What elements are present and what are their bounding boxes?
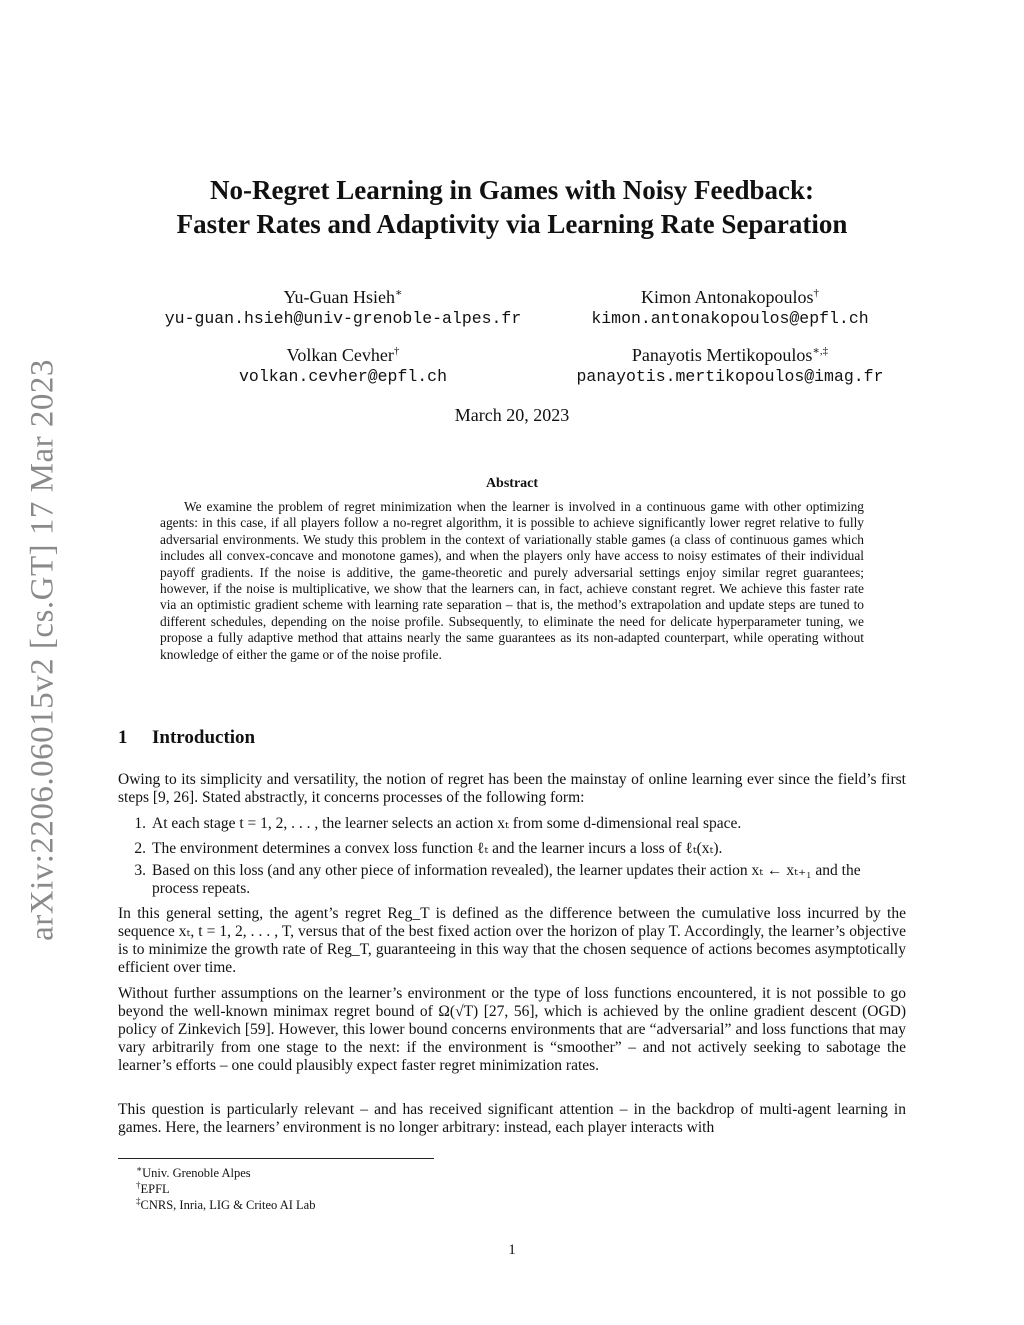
footnote-text: CNRS, Inria, LIG & Criteo AI Lab bbox=[140, 1198, 316, 1213]
author-block bbox=[150, 340, 536, 388]
list-item-number: 2. bbox=[134, 840, 146, 857]
footnote-mark: † bbox=[136, 1180, 141, 1190]
author-name: Yu-Guan Hsieh bbox=[283, 287, 395, 307]
author-name: Volkan Cevher bbox=[286, 345, 394, 365]
section-number: 1 bbox=[118, 727, 128, 748]
intro-paragraph-1: Owing to its simplicity and versatility, the notion of regret has been the mainstay of online learning ever since the field’s first steps [9, 26]. Stated abstractly, it concerns processes of the following form: bbox=[118, 771, 906, 806]
author-email[interactable]: volkan.cevher@epfl.ch bbox=[239, 367, 447, 386]
intro-paragraph-4: This question is particularly relevant – and has received significant attention – in the backdrop of multi-agent learning in games. Here, the learners’ environment is no longer arbitrary: instead, each player interacts with bbox=[118, 1101, 906, 1136]
intro-paragraph-2: In this general setting, the agent’s regret Reg_T is defined as the difference between the cumulative loss incurred by the sequence xₜ, t = 1, 2, . . . , T, versus that of the best fixed action over the horizon of play T. Accordingly, the learner’s objective is to minimize the growth rate of Reg_T, guaranteeing in this way that the chosen sequence of actions becomes asymptotically efficient over time. bbox=[118, 905, 906, 976]
list-item-number: 1. bbox=[134, 815, 146, 832]
footnote-text: EPFL bbox=[140, 1182, 170, 1197]
list-item bbox=[118, 815, 906, 833]
footnote bbox=[136, 1194, 315, 1213]
list-item bbox=[118, 840, 906, 858]
author-email[interactable]: panayotis.mertikopoulos@imag.fr bbox=[576, 367, 884, 386]
paper-title-line-2: Faster Rates and Adaptivity via Learning Rate Separation bbox=[176, 209, 848, 239]
author-block bbox=[540, 282, 920, 330]
author-name: Kimon Antonakopoulos bbox=[640, 287, 814, 307]
footnote-mark: ‡ bbox=[136, 1196, 141, 1206]
section-title: Introduction bbox=[152, 727, 256, 748]
footnote-divider bbox=[118, 1158, 434, 1159]
list-item-text: The environment determines a convex loss function ℓₜ and the learner incurs a loss of ℓₜ(xₜ). bbox=[152, 840, 723, 857]
author-name: Panayotis Mertikopoulos bbox=[631, 345, 813, 365]
footnote-text: Univ. Grenoble Alpes bbox=[142, 1166, 251, 1181]
paper-title-line-1: No-Regret Learning in Games with Noisy Feedback: bbox=[210, 175, 814, 205]
intro-paragraph-3: Without further assumptions on the learner’s environment or the type of loss functions encountered, it is not possible to go beyond the well-known minimax regret bound of Ω(√T) [27, 56], which is achieved by the online gradient descent (OGD) policy of Zinkevich [59]. However, this lower bound concerns environments that are “adversarial” and loss functions that may vary arbitrarily from one stage to the next: if the environment is “smoother” – and not actively seeking to sabotage the learner’s efforts – one could plausibly expect faster regret minimization rates. bbox=[118, 985, 906, 1074]
author-block bbox=[520, 340, 940, 388]
author-affiliation-mark: † bbox=[393, 345, 400, 357]
list-item-text: Based on this loss (and any other piece of information revealed), the learner updates their action xₜ ← xₜ₊₁ and the process repeats. bbox=[152, 862, 861, 897]
abstract-text: We examine the problem of regret minimization when the learner is involved in a continuous game with other optimizing agents: in this case, if all players follow a no-regret algorithm, it is possible to achieve significantly lower regret relative to fully adversarial environments. We study this problem in the context of variationally stable games (a class of continuous games which includes all convex-concave and monotone games), and when the players only have access to noisy estimates of their individual payoff gradients. If the noise is additive, the game-theoretic and purely adversarial settings enjoy similar regret guarantees; however, if the noise is multiplicative, we show that the learners can, in fact, achieve constant regret. We achieve this faster rate via an optimistic gradient scheme with learning rate separation – that is, the method’s extrapolation and update steps are tuned to different schedules, depending on the noise profile. Subsequently, to eliminate the need for delicate hyperparameter tuning, we propose a fully adaptive method that attains nearly the same guarantees as its non-adapted counterpart, while operating without knowledge of either the game or of the noise profile. bbox=[160, 499, 864, 662]
list-item-text: At each stage t = 1, 2, . . . , the learner selects an action xₜ from some d-dimensional real space. bbox=[152, 815, 742, 832]
author-affiliation-mark: † bbox=[813, 287, 819, 299]
author-affiliation-mark: ∗ bbox=[395, 287, 403, 299]
footnote-mark: ∗ bbox=[136, 1164, 143, 1174]
author-email[interactable]: yu-guan.hsieh@univ-grenoble-alpes.fr bbox=[164, 309, 522, 328]
arxiv-identifier: arXiv:2206.06015v2 [cs.GT] 17 Mar 2023 bbox=[24, 359, 61, 941]
page-number: 1 bbox=[508, 1242, 516, 1258]
author-block bbox=[150, 282, 536, 330]
list-item-number: 3. bbox=[134, 862, 146, 879]
author-email[interactable]: kimon.antonakopoulos@epfl.ch bbox=[591, 309, 869, 328]
abstract-heading: Abstract bbox=[485, 476, 539, 491]
list-item bbox=[118, 862, 906, 898]
paper-date: March 20, 2023 bbox=[454, 405, 570, 425]
author-affiliation-mark: ∗,‡ bbox=[812, 345, 829, 357]
section-heading bbox=[118, 727, 255, 749]
